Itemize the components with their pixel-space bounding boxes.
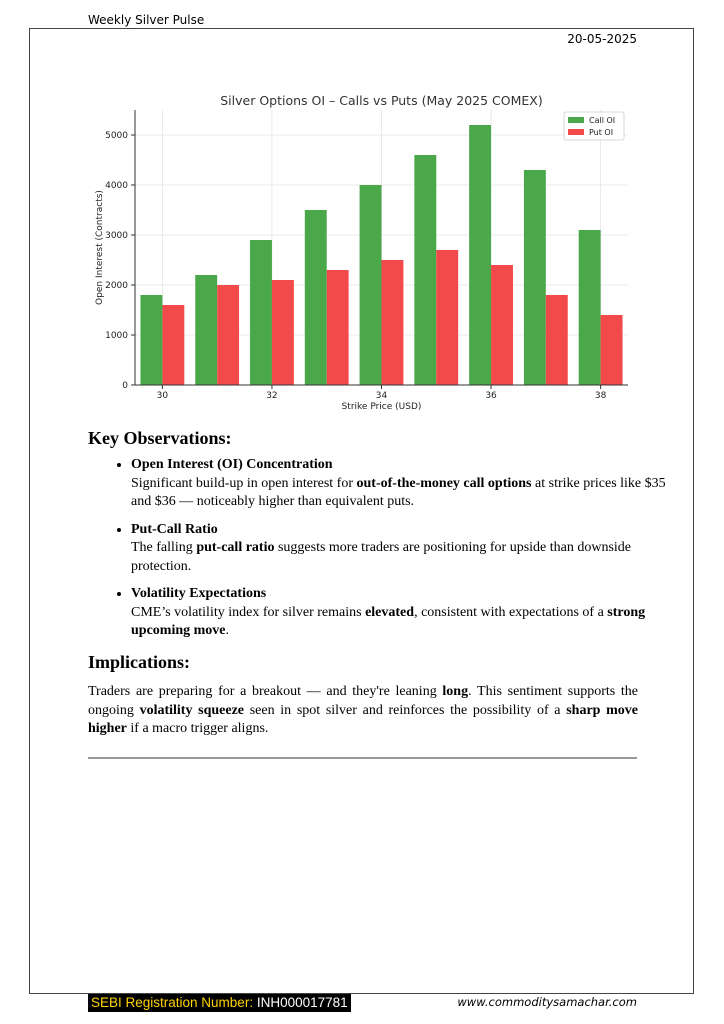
observation-item bbox=[131, 585, 671, 641]
legend-label: Put OI bbox=[589, 128, 614, 137]
x-tick-label: 38 bbox=[594, 391, 607, 401]
put-oi-bar bbox=[382, 260, 404, 385]
observation-body-run: CME’s volatility index for silver remains bbox=[131, 604, 366, 620]
observation-body-run: , consistent with expectations of a bbox=[414, 604, 608, 620]
observation-body-run: strong upcoming move bbox=[131, 604, 646, 638]
observation-body-run: out-of-the-money call options bbox=[356, 475, 532, 491]
call-oi-bar bbox=[524, 170, 546, 385]
x-tick-label: 32 bbox=[266, 391, 278, 401]
y-tick-label: 0 bbox=[122, 381, 128, 391]
y-tick-label: 5000 bbox=[105, 131, 128, 141]
put-oi-bar bbox=[162, 305, 184, 385]
x-tick-label: 34 bbox=[375, 391, 388, 401]
observation-body-run: suggests more traders are positioning for upside than downside protection. bbox=[131, 540, 632, 574]
call-oi-bar bbox=[305, 210, 327, 385]
observation-title: • Put-Call Ratio bbox=[131, 521, 218, 537]
observation-title: • Open Interest (OI) Concentration bbox=[131, 457, 333, 472]
x-axis-label: Strike Price (USD) bbox=[341, 402, 422, 412]
options-oi-chart bbox=[80, 88, 640, 418]
implications-run: volatility squeeze bbox=[139, 702, 245, 718]
y-tick-label: 1000 bbox=[105, 331, 128, 341]
put-oi-bar bbox=[327, 270, 349, 385]
put-oi-bar bbox=[436, 250, 458, 385]
section-divider bbox=[88, 757, 637, 759]
x-tick-label: 30 bbox=[156, 391, 169, 401]
put-oi-bar bbox=[601, 315, 623, 385]
implications-run: Traders are preparing for a breakout — and they're leaning bbox=[88, 684, 443, 699]
call-oi-bar bbox=[469, 125, 491, 385]
put-oi-bar bbox=[217, 285, 239, 385]
observation-item bbox=[131, 456, 671, 512]
sebi-label: SEBI Registration Number: bbox=[91, 995, 257, 1010]
implications-run: seen in spot silver and reinforces the possibility of a bbox=[244, 702, 567, 718]
y-axis-label: Open Interest (Contracts) bbox=[95, 190, 105, 305]
observations-heading: Key Observations: bbox=[88, 428, 232, 448]
observation-body-run: at strike prices like $35 and $36 — noticeably higher than equivalent puts. bbox=[131, 475, 666, 509]
implications-run: long bbox=[442, 684, 469, 699]
observation-body-run: elevated bbox=[365, 604, 415, 620]
implications-paragraph bbox=[88, 683, 638, 739]
put-oi-bar bbox=[546, 295, 568, 385]
y-tick-label: 4000 bbox=[105, 181, 128, 191]
document-date: 20-05-2025 bbox=[567, 32, 637, 46]
legend-label: Call OI bbox=[589, 116, 616, 125]
sebi-number: INH000017781 bbox=[256, 995, 348, 1010]
legend-swatch bbox=[568, 129, 584, 135]
call-oi-bar bbox=[360, 185, 382, 385]
x-tick-label: 36 bbox=[485, 391, 497, 401]
observation-body-run: . bbox=[225, 623, 229, 638]
observation-body-run: Significant build-up in open interest for bbox=[131, 475, 357, 491]
observation-body-run: The falling bbox=[131, 540, 197, 555]
call-oi-bar bbox=[195, 275, 217, 385]
call-oi-bar bbox=[414, 155, 436, 385]
call-oi-bar bbox=[250, 240, 272, 385]
put-oi-bar bbox=[272, 280, 294, 385]
call-oi-bar bbox=[579, 230, 601, 385]
chart-title: Silver Options OI – Calls vs Puts (May 2025 COMEX) bbox=[220, 93, 543, 108]
legend-swatch bbox=[568, 117, 584, 123]
call-oi-bar bbox=[140, 295, 162, 385]
y-tick-label: 3000 bbox=[105, 231, 128, 241]
observation-item bbox=[131, 521, 671, 577]
implications-heading: Implications: bbox=[88, 652, 191, 672]
website-link[interactable]: www.commoditysamachar.com bbox=[457, 995, 637, 1009]
implications-run: . This sentiment supports the ongoing bbox=[88, 684, 639, 718]
y-tick-label: 2000 bbox=[105, 281, 128, 291]
put-oi-bar bbox=[491, 265, 513, 385]
sebi-registration bbox=[88, 994, 351, 1012]
observation-body-run: put-call ratio bbox=[196, 540, 275, 555]
observation-title: • Volatility Expectations bbox=[131, 586, 267, 601]
implications-run: if a macro trigger aligns. bbox=[126, 721, 269, 736]
document-title: Weekly Silver Pulse bbox=[88, 13, 205, 27]
observations-list bbox=[108, 456, 671, 650]
implications-run: sharp move higher bbox=[88, 702, 638, 736]
